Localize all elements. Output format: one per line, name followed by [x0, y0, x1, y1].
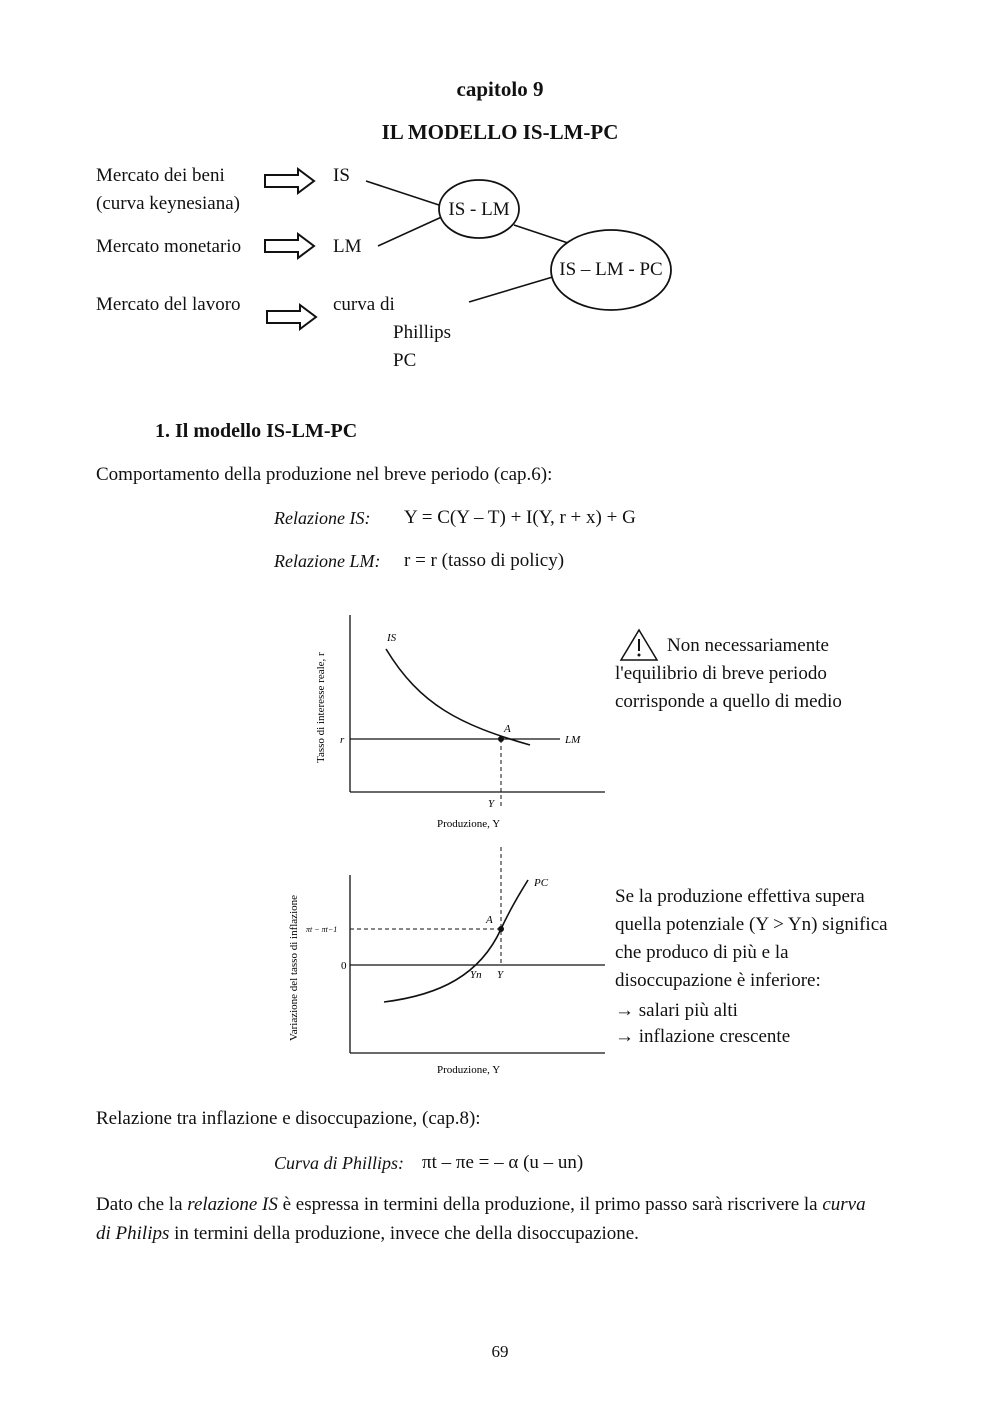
is-equation: Y = C(Y – T) + I(Y, r + x) + G [404, 507, 636, 528]
lm-relation-label: Relazione LM: [274, 551, 381, 571]
goods-market-label: Mercato dei beni [96, 165, 225, 186]
chapter-label: capitolo 9 [456, 77, 544, 101]
a-point-label: A [504, 723, 511, 735]
section-heading: 1. Il modello IS-LM-PC [155, 420, 358, 442]
note-bottom-line1: Se la produzione effettiva supera [615, 886, 865, 907]
a-point-label: A [486, 914, 493, 926]
pi-tick-label: πt − πt−1 [306, 925, 338, 934]
lm-equation: r = r (tasso di policy) [404, 550, 565, 571]
closing-text-curva: curva [822, 1194, 866, 1215]
islm-node-label: IS - LM [448, 199, 510, 220]
note-top-line1: Non necessariamente [667, 635, 829, 656]
closing-text-is: relazione IS [187, 1194, 278, 1215]
is-connector [366, 181, 442, 206]
phillips-equation: πt – πe = – α (u – un) [422, 1152, 584, 1173]
y-tick-label: Y [497, 969, 504, 981]
arrow-icon-money [265, 234, 314, 258]
note-bottom-line2: quella potenziale (Y > Yn) significa [615, 914, 888, 935]
closing-text-1: Dato che la [96, 1194, 188, 1215]
closing-text-2: è espressa in termini della produzione, il primo passo sarà riscrivere la [277, 1194, 823, 1215]
pc-connector [469, 276, 556, 302]
page-number: 69 [491, 1342, 509, 1361]
y-axis-label: Tasso di interesse reale, r [315, 652, 327, 763]
is-relation-label: Relazione IS: [274, 508, 371, 528]
is-label: IS [333, 165, 350, 186]
lm-line-label: LM [565, 734, 581, 746]
arrow-icon-goods [265, 169, 314, 193]
note-top-line3: corrisponde a quello di medio [615, 691, 842, 712]
concept-diagram [0, 150, 720, 340]
phillips-intro: Relazione tra inflazione e disoccupazione, (cap.8): [96, 1108, 481, 1129]
x-axis-label: Produzione, Y [437, 818, 501, 830]
is-curve-label: IS [387, 632, 397, 644]
phillips-label: Curva di Phillips: [274, 1153, 404, 1173]
lm-connector [378, 215, 446, 246]
point-a [498, 926, 504, 932]
closing-text-3: in termini della produzione, invece che della disoccupazione. [169, 1223, 639, 1244]
lm-label: LM [333, 236, 362, 257]
islm-chart [280, 605, 620, 845]
x-axis-label: Produzione, Y [437, 1064, 501, 1076]
warning-icon [618, 627, 660, 663]
arrow-icon-labor [267, 305, 316, 329]
pc-label-1: curva di [333, 294, 395, 315]
pc-curve [384, 880, 528, 1002]
goods-market-sub: (curva keynesiana) [96, 193, 241, 214]
money-market-label: Mercato monetario [96, 236, 242, 257]
pc-curve-label: PC [534, 877, 549, 889]
yn-tick-label: Yn [470, 969, 482, 981]
note-bottom-line3: che produco di più e la [615, 942, 789, 963]
pc-label-3: PC [393, 350, 417, 371]
y-axis-label: Variazione del tasso di inflazione [288, 894, 300, 1041]
pc-label-2: Phillips [393, 322, 452, 343]
pc-chart [280, 845, 620, 1085]
note-bottom-line6: → inflazione crescente [615, 1026, 791, 1047]
note-bottom-line5: → salari più alti [615, 1000, 738, 1021]
islmpc-node-label: IS – LM - PC [559, 259, 663, 280]
labor-market-label: Mercato del lavoro [96, 294, 241, 315]
islm-connector [514, 225, 568, 243]
r-tick-label: r [340, 734, 345, 746]
point-a [498, 736, 504, 742]
y-tick-label: Y [488, 798, 495, 810]
section-intro: Comportamento della produzione nel breve periodo (cap.6): [96, 464, 553, 485]
closing-text-philips: di Philips [96, 1223, 170, 1244]
zero-tick-label: 0 [341, 960, 347, 972]
chapter-title: IL MODELLO IS-LM-PC [381, 120, 619, 144]
note-bottom-line4: disoccupazione è inferiore: [615, 970, 821, 991]
closing-paragraph [96, 1190, 896, 1248]
note-top-line2: l'equilibrio di breve periodo [615, 663, 827, 684]
